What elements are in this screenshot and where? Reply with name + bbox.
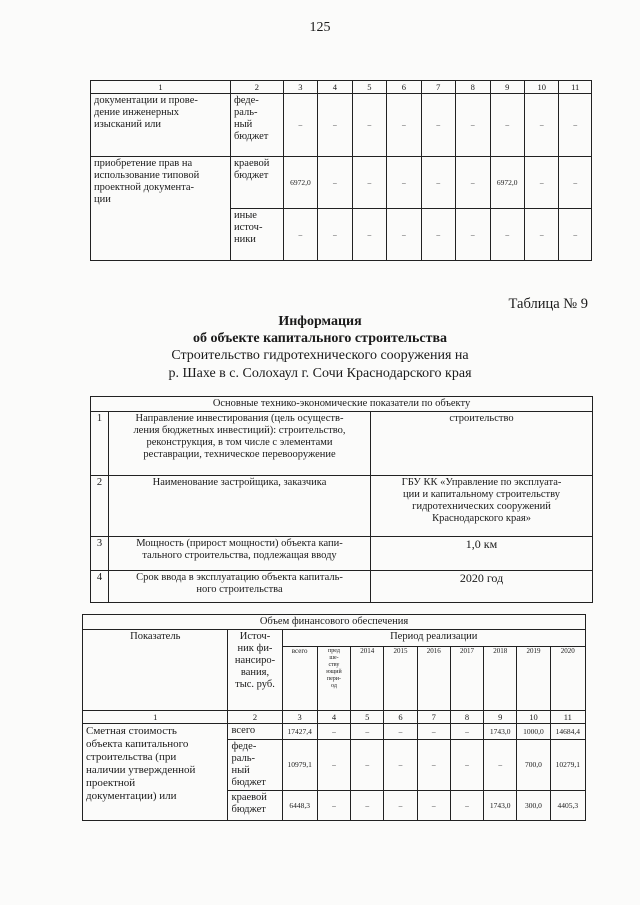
cell-value: – — [421, 157, 455, 209]
period-col: 2018 — [484, 647, 517, 711]
col-num: 6 — [384, 711, 417, 724]
col-num: 7 — [417, 711, 450, 724]
technical-indicators-table — [90, 396, 593, 603]
period-col: 2017 — [450, 647, 483, 711]
row-source: краевой бюджет — [228, 791, 282, 821]
cell-value: 1743,0 — [484, 724, 517, 740]
col-num: 8 — [450, 711, 483, 724]
cell-value: – — [450, 724, 483, 740]
col-num-6: 6 — [387, 81, 421, 94]
period-col: 2019 — [517, 647, 550, 711]
col-num-8: 8 — [456, 81, 490, 94]
col-num-4: 4 — [318, 81, 352, 94]
row-source: всего — [228, 724, 282, 740]
cell-value: – — [450, 791, 483, 821]
col-num-1: 1 — [91, 81, 231, 94]
cell-value: 6972,0 — [283, 157, 317, 209]
top-table-header-row — [91, 81, 592, 94]
cell-value: – — [524, 94, 558, 157]
row-value: строительство — [371, 412, 593, 476]
cell-value: – — [384, 724, 417, 740]
col-num-9: 9 — [490, 81, 524, 94]
col-num-2: 2 — [230, 81, 283, 94]
cell-value: – — [387, 94, 421, 157]
col-num-10: 10 — [524, 81, 558, 94]
cell-value: – — [524, 157, 558, 209]
cell-value: – — [456, 209, 490, 261]
cell-value: – — [317, 724, 350, 740]
table-header-row — [83, 630, 586, 647]
finance-table-header: Объем финансового обеспечения — [83, 615, 586, 630]
cell-value: – — [352, 157, 386, 209]
cell-value: – — [318, 94, 352, 157]
col-indicator-header: Показатель — [83, 630, 228, 711]
row-value: ГБУ КК «Управление по эксплуата- ции и капитальному строительству гидротехнических сооружений Краснодарского края» — [371, 476, 593, 537]
table-header-row — [91, 397, 593, 412]
row-label: Направление инвестирования (цель осуществ- ления бюджетных инвестиций): строительство, реконструкция, в том числе с элементами реставрации, техническое перевооружение — [109, 412, 371, 476]
subtitle-line1: Строительство гидротехнического сооружения на — [171, 348, 469, 363]
table-row — [91, 94, 592, 157]
row-source: феде- раль- ный бюджет — [230, 94, 283, 157]
table-row — [91, 571, 593, 603]
row-value: 1,0 км — [371, 537, 593, 571]
cell-value: – — [421, 94, 455, 157]
page-title-line2: об объекте капитального строительства — [192, 331, 448, 346]
cell-value: – — [387, 157, 421, 209]
cell-value: – — [317, 791, 350, 821]
row-source: феде- раль- ный бюджет — [228, 740, 282, 791]
cell-value: – — [384, 740, 417, 791]
cell-value: – — [283, 94, 317, 157]
table-row — [91, 157, 592, 209]
cell-value: – — [417, 791, 450, 821]
row-number: 1 — [91, 412, 109, 476]
col-num: 4 — [317, 711, 350, 724]
table-row — [91, 412, 593, 476]
col-num-11: 11 — [559, 81, 592, 94]
row-label: Срок ввода в эксплуатацию объекта капиталь- ного строительства — [109, 571, 371, 603]
page-number: 125 — [309, 20, 331, 35]
cell-value: 6972,0 — [490, 157, 524, 209]
cell-value: – — [351, 740, 384, 791]
cell-value: – — [559, 157, 592, 209]
cell-value: – — [417, 740, 450, 791]
cell-value: 300,0 — [517, 791, 550, 821]
cell-value: 1000,0 — [517, 724, 550, 740]
cell-value: – — [318, 157, 352, 209]
cell-value: – — [456, 157, 490, 209]
table-row — [91, 537, 593, 571]
cell-value: 4405,3 — [550, 791, 585, 821]
cell-value: 14684,4 — [550, 724, 585, 740]
cell-value: – — [384, 791, 417, 821]
cell-value: 6448,3 — [282, 791, 317, 821]
cell-value: – — [524, 209, 558, 261]
row-number: 4 — [91, 571, 109, 603]
cell-value: – — [387, 209, 421, 261]
table-number: Таблица № 9 — [508, 296, 588, 312]
col-num: 11 — [550, 711, 585, 724]
cell-value: – — [317, 740, 350, 791]
cell-value: – — [490, 209, 524, 261]
table-row — [83, 724, 586, 740]
cell-value: – — [352, 209, 386, 261]
col-num: 1 — [83, 711, 228, 724]
row-value: 2020 год — [371, 571, 593, 603]
period-col: всего — [282, 647, 317, 711]
cell-value: – — [283, 209, 317, 261]
cell-value: 700,0 — [517, 740, 550, 791]
col-num: 2 — [228, 711, 282, 724]
cell-value: – — [421, 209, 455, 261]
info-table-header: Основные технико-экономические показатели по объекту — [91, 397, 593, 412]
period-col: 2020 — [550, 647, 585, 711]
period-col: 2015 — [384, 647, 417, 711]
period-col: 2016 — [417, 647, 450, 711]
cell-value: – — [490, 94, 524, 157]
col-num-5: 5 — [352, 81, 386, 94]
row-label: Мощность (прирост мощности) объекта капи- тального строительства, подлежащая вводу — [109, 537, 371, 571]
cell-value: 10279,1 — [550, 740, 585, 791]
period-col: 2014 — [351, 647, 384, 711]
col-num: 9 — [484, 711, 517, 724]
subtitle-line2: р. Шахе в с. Солохаул г. Сочи Краснодарского края — [168, 366, 472, 381]
col-num-7: 7 — [421, 81, 455, 94]
col-source-header: Источ- ник фи- нансиро- вания, тыс. руб. — [228, 630, 282, 711]
cell-value: – — [351, 791, 384, 821]
row-number: 3 — [91, 537, 109, 571]
indicator-label: Сметная стоимость объекта капитального строительства (при наличии утвержденной проектной документации) или — [83, 724, 228, 821]
row-label: Наименование застройщика, заказчика — [109, 476, 371, 537]
col-num: 10 — [517, 711, 550, 724]
cell-value: – — [352, 94, 386, 157]
table-row — [91, 476, 593, 537]
cell-value: – — [559, 209, 592, 261]
col-num: 3 — [282, 711, 317, 724]
period-col: пред ше- ству ющий пери- од — [317, 647, 350, 711]
col-num-3: 3 — [283, 81, 317, 94]
col-period-header: Период реализации — [282, 630, 585, 647]
row-source: краевой бюджет — [230, 157, 283, 209]
cell-value: – — [484, 740, 517, 791]
cell-value: – — [318, 209, 352, 261]
cell-value: 1743,0 — [484, 791, 517, 821]
row-label: документации и прове- дение инженерных изысканий или — [91, 94, 231, 157]
page-title: Информация — [278, 314, 362, 329]
cell-value: – — [456, 94, 490, 157]
row-source: иные источ- ники — [230, 209, 283, 261]
cell-value: – — [450, 740, 483, 791]
cell-value: – — [559, 94, 592, 157]
cell-value: – — [417, 724, 450, 740]
financing-table — [82, 614, 586, 821]
column-number-row — [83, 711, 586, 724]
cell-value: 17427,4 — [282, 724, 317, 740]
top-continuation-table — [90, 80, 592, 261]
table-header-row — [83, 615, 586, 630]
cell-value: 10979,1 — [282, 740, 317, 791]
row-number: 2 — [91, 476, 109, 537]
col-num: 5 — [351, 711, 384, 724]
row-label: приобретение прав на использование типовой проектной документа- ции — [91, 157, 231, 261]
cell-value: – — [351, 724, 384, 740]
